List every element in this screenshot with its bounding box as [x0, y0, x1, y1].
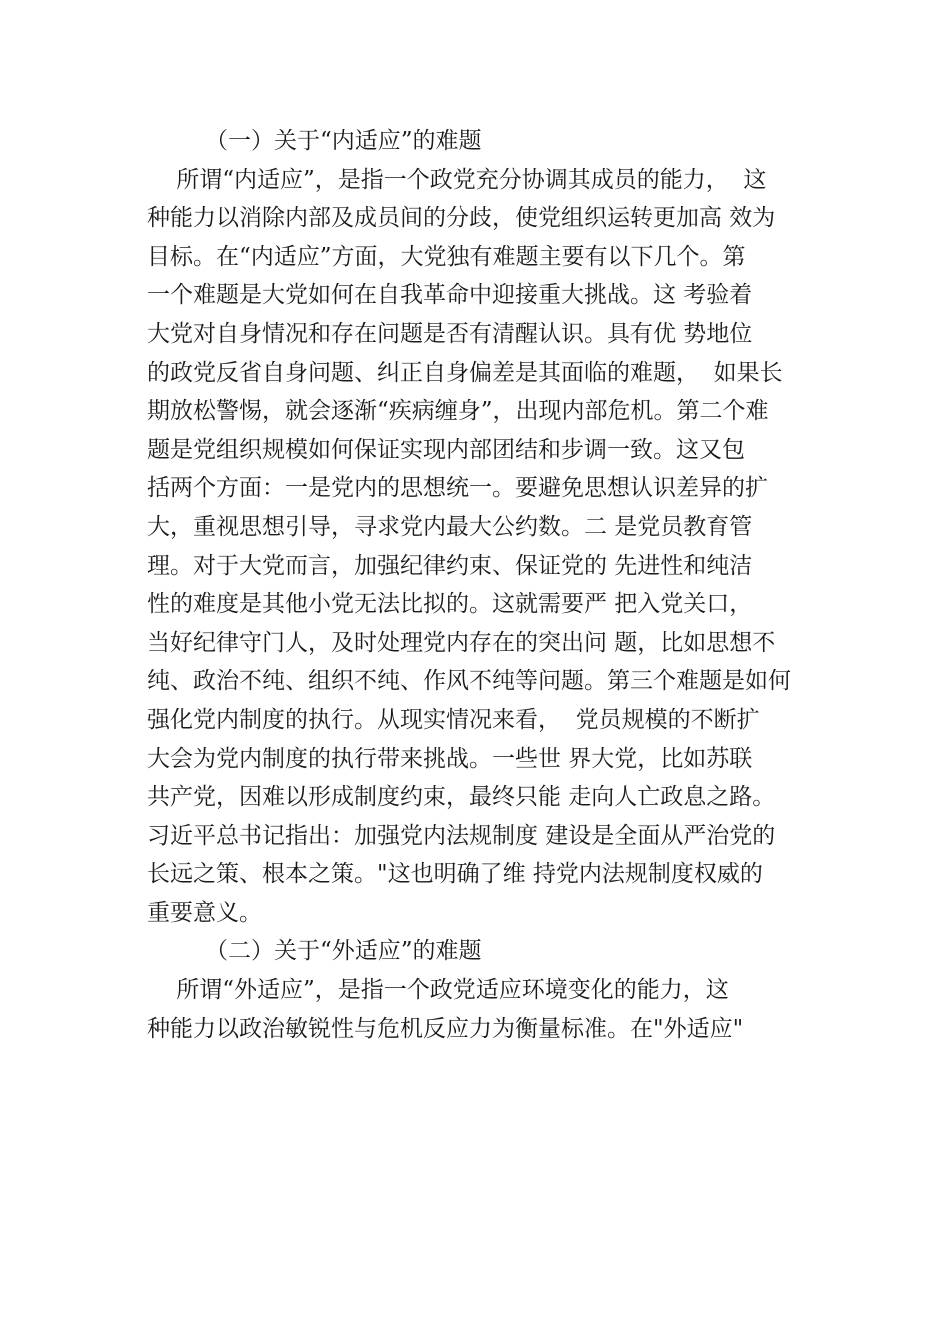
paragraph-line: 种能力以消除内部及成员间的分歧，使党组织运转更加高 效为: [147, 205, 776, 232]
paragraph-line: 目标。在“内适应”方面，大党独有难题主要有以下几个。第: [147, 243, 746, 270]
paragraph-line: 的政党反省自身问题、纠正自身偏差是其面临的难题， 如果长: [147, 359, 783, 386]
paragraph-line: 期放松警惕，就会逐渐“疾病缠身”，出现内部危机。第二个难: [147, 398, 769, 425]
paragraph-line: 大会为党内制度的执行带来挑战。一些世 界大党，比如苏联: [147, 745, 753, 772]
paragraph-line: 重要意义。: [147, 899, 262, 926]
paragraph-line: 理。对于大党而言，加强纪律约束、保证党的 先进性和纯洁: [147, 552, 753, 579]
section-2-heading: （二）关于“外适应”的难题: [205, 938, 482, 965]
paragraph-line: 共产党，因难以形成制度约束，最终只能 走向人亡政息之路。: [147, 784, 776, 811]
paragraph-line: 大党对自身情况和存在问题是否有清醒认识。具有优 势地位: [147, 320, 753, 347]
paragraph-line: 括两个方面：一是党内的思想统一。要避免思想认识差异的扩: [147, 475, 768, 502]
document-body: [147, 122, 847, 1048]
section-1-paragraph: [147, 161, 847, 933]
paragraph-line: 纯、政治不纯、组织不纯、作风不纯等问题。第三个难题是如何: [147, 668, 791, 695]
paragraph-line: 强化党内制度的执行。从现实情况来看， 党员规模的不断扩: [147, 706, 760, 733]
section-1-heading: （一）关于“内适应”的难题: [205, 128, 482, 154]
paragraph-line: 长远之策、根本之策。"这也明确了维 持党内法规制度权威的: [147, 861, 763, 888]
paragraph-line: 题是党组织规模如何保证实现内部团结和步调一致。这又包: [147, 436, 745, 463]
paragraph-line: 种能力以政治敏锐性与危机反应力为衡量标准。在"外适应": [147, 1015, 744, 1042]
paragraph-line: 一个难题是大党如何在自我革命中迎接重大挑战。这 考验着: [147, 282, 753, 309]
paragraph-line: 所谓“外适应”，是指一个政党适应环境变化的能力，这: [147, 977, 729, 1004]
paragraph-line: 大，重视思想引导，寻求党内最大公约数。二 是党员教育管: [147, 513, 753, 540]
section-2-paragraph: [147, 971, 847, 1048]
paragraph-line: 习近平总书记指出：加强党内法规制度 建设是全面从严治党的: [147, 822, 776, 849]
paragraph-line: 所谓“内适应”，是指一个政党充分协调其成员的能力， 这: [147, 166, 767, 193]
paragraph-line: 性的难度是其他小党无法比拟的。这就需要严 把入党关口，: [147, 591, 753, 618]
paragraph-line: 当好纪律守门人，及时处理党内存在的突出问 题，比如思想不: [147, 629, 776, 656]
